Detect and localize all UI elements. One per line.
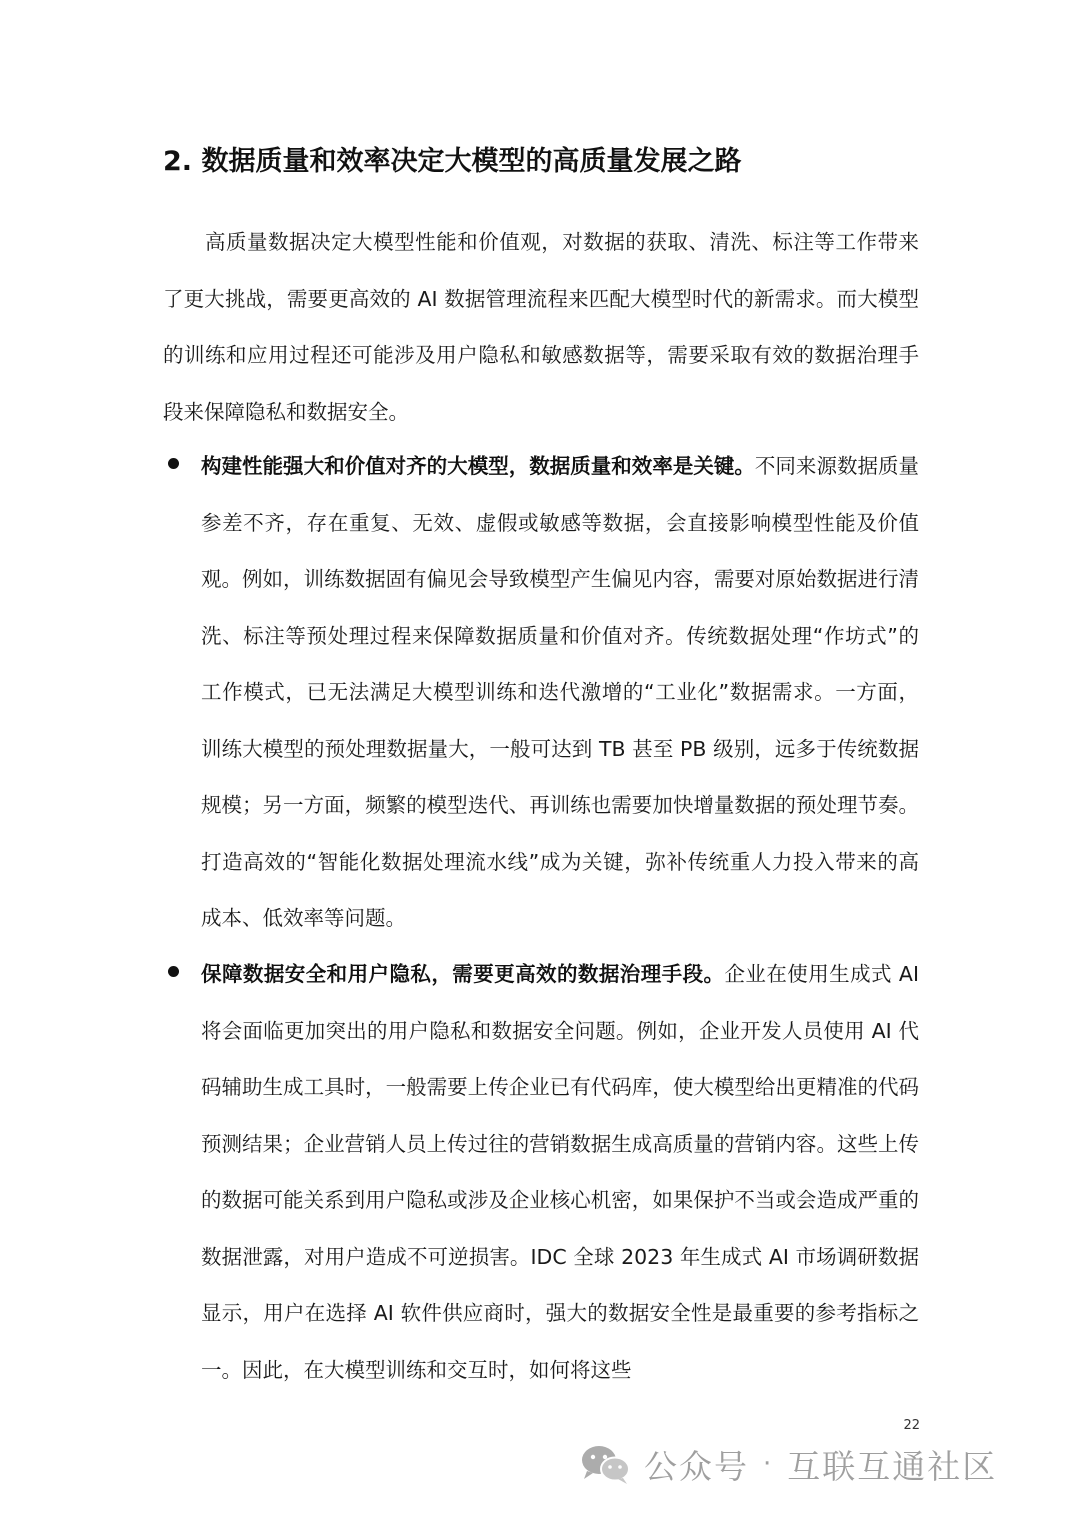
bullet-lead: 保障数据安全和用户隐私，需要更高效的数据治理手段。 [201, 962, 725, 986]
watermark-separator: · [763, 1449, 774, 1479]
bullet-lead: 构建性能强大和价值对齐的大模型，数据质量和效率是关键。 [201, 454, 755, 478]
bullet-dot-icon [168, 966, 179, 977]
page-number: 22 [903, 1418, 920, 1433]
bullet-dot-icon [168, 458, 179, 469]
bullet-body: 企业在使用生成式 AI 将会面临更加突出的用户隐私和数据安全问题。例如，企业开发人员使用 AI 代码辅助生成工具时，一般需要上传企业已有代码库，使大模型给出更精准的代码预测结果；企业营销人员上传过往的营销数据生成高质量的营销内容。这些上传的数据可能关系到用户隐私或涉及企业核心机密，如果保护不当或会造成严重的数据泄露，对用户造成不可逆损害。IDC 全球 2023 年生成式 AI 市场调研数据显示，用户在选择 AI 软件供应商时，强大的数据安全性是最重要的参考指标之一。因此，在大模型训练和交互时，如何将这些 [201, 962, 920, 1382]
wechat-watermark [578, 1441, 997, 1487]
watermark-account: 互联互通社区 [787, 1446, 998, 1486]
bullet-body: 不同来源数据质量参差不齐，存在重复、无效、虚假或敏感等数据，会直接影响模型性能及价值观。例如，训练数据固有偏见会导致模型产生偏见内容，需要对原始数据进行清洗、标注等预处理过程来保障数据质量和价值对齐。传统数据处理“作坊式”的工作模式，已无法满足大模型训练和迭代激增的“工业化”数据需求。一方面，训练大模型的预处理数据量大，一般可达到 TB 甚至 PB 级别，远多于传统数据规模；另一方面，频繁的模型迭代、再训练也需要加快增量数据的预处理节奏。打造高效的“智能化数据处理流水线”成为关键，弥补传统重人力投入带来的高成本、低效率等问题。 [201, 454, 920, 930]
bullet-paragraph [201, 946, 919, 1398]
wechat-icon [578, 1442, 634, 1486]
section-title: 2. 数据质量和效率决定大模型的高质量发展之路 [163, 146, 742, 177]
bullet-item-data-security [163, 946, 919, 1398]
bullet-paragraph [201, 438, 919, 947]
intro-paragraph: 高质量数据决定大模型性能和价值观，对数据的获取、清洗、标注等工作带来了更大挑战，需要更高效的 AI 数据管理流程来匹配大模型时代的新需求。而大模型的训练和应用过程还可能涉及用户隐私和敏感数据等，需要采取有效的数据治理手段来保障隐私和数据安全。 [163, 230, 919, 424]
bullet-item-data-quality [163, 438, 919, 947]
watermark-label: 公众号 [644, 1446, 749, 1486]
